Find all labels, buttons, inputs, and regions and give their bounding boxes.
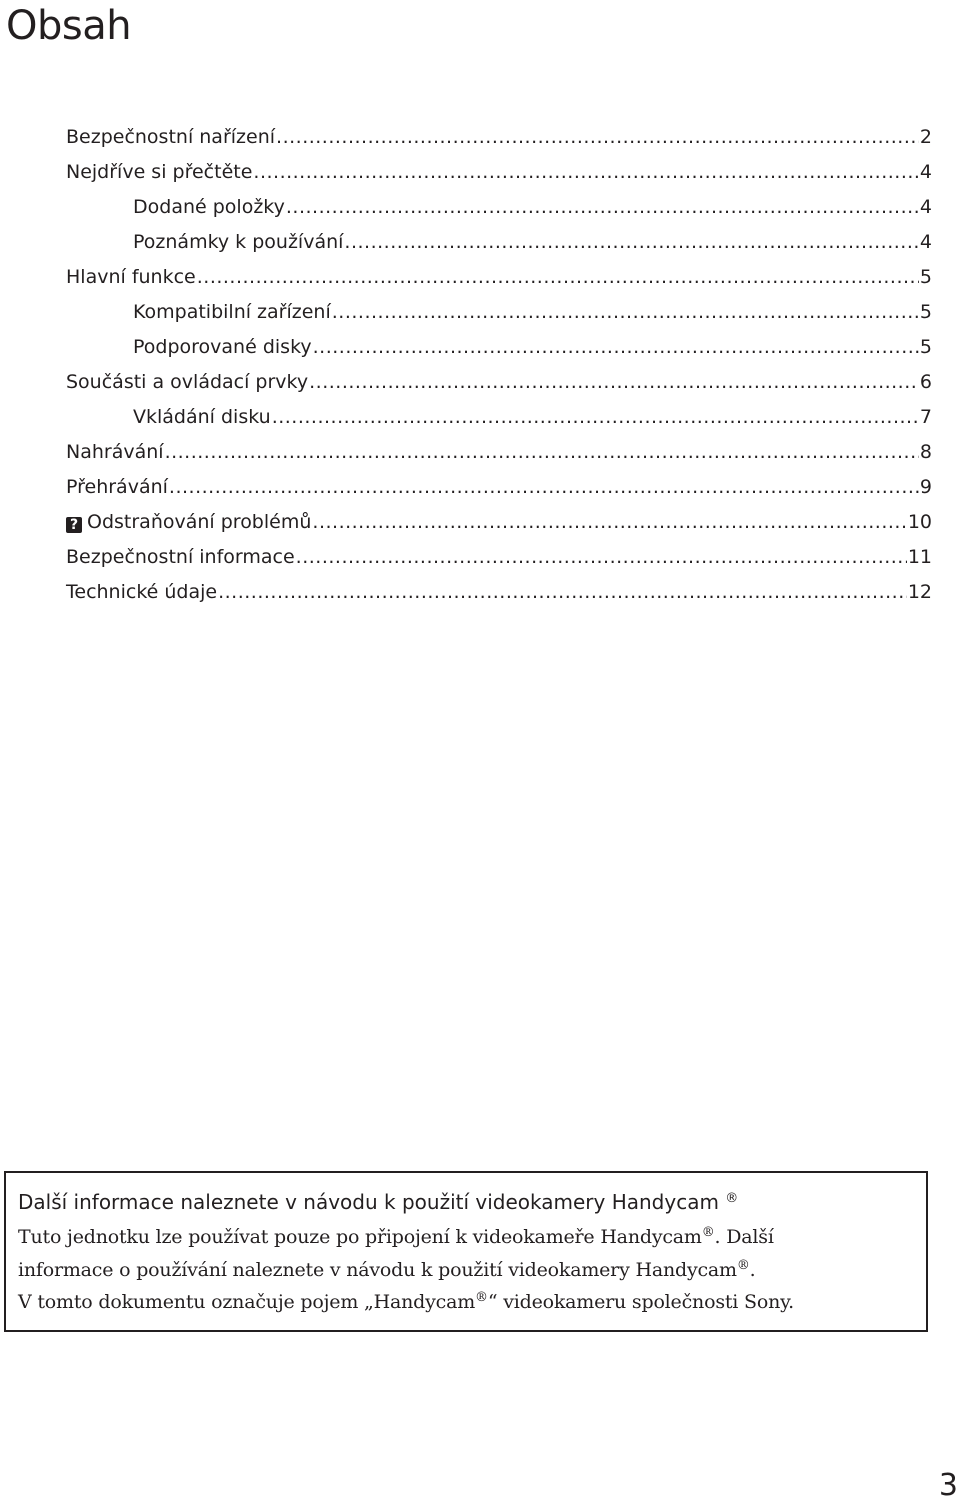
toc-entry-page: 5: [919, 301, 932, 323]
toc-entry-text: Poznámky k používání: [133, 231, 344, 253]
toc-dot-leader: [253, 155, 919, 190]
toc-entry[interactable]: [66, 435, 932, 470]
toc-entry[interactable]: [66, 190, 932, 225]
info-body: [18, 1221, 914, 1319]
toc-entry-text: Přehrávání: [66, 476, 168, 498]
toc-dot-leader: [165, 435, 919, 470]
page-number: 3: [938, 1468, 958, 1503]
toc-dot-leader: [296, 540, 907, 575]
info-line: [18, 1254, 914, 1287]
toc-dot-leader: [312, 505, 906, 540]
toc-entry-label: [66, 435, 164, 470]
table-of-contents: [66, 120, 932, 610]
toc-entry-page: 4: [919, 196, 932, 218]
toc-dot-leader: [286, 190, 919, 225]
toc-entry-page: 9: [919, 476, 932, 498]
toc-entry-text: Hlavní funkce: [66, 266, 196, 288]
toc-entry-page: 11: [907, 546, 932, 568]
toc-dot-leader: [169, 470, 919, 505]
toc-entry-label: [66, 155, 252, 190]
toc-entry-text: Odstraňování problémů: [87, 511, 312, 533]
toc-entry-label: [133, 190, 285, 225]
toc-entry-page: 4: [919, 231, 932, 253]
help-icon: ?: [66, 517, 82, 533]
toc-entry[interactable]: [66, 505, 932, 540]
toc-entry-label: [66, 365, 308, 400]
toc-entry-text: Podporované disky: [133, 336, 312, 358]
toc-entry-label: [66, 540, 295, 575]
toc-entry-text: Nejdříve si přečtěte: [66, 161, 253, 183]
info-line: [18, 1221, 914, 1254]
toc-entry-label: [66, 470, 168, 505]
toc-entry-page: 5: [919, 266, 932, 288]
toc-entry[interactable]: [66, 365, 932, 400]
toc-entry-label: [133, 330, 312, 365]
toc-dot-leader: [276, 120, 919, 155]
toc-entry-page: 7: [919, 406, 932, 428]
info-line: [18, 1286, 914, 1319]
toc-entry-label: [133, 295, 331, 330]
toc-entry[interactable]: [66, 225, 932, 260]
toc-entry-text: Vkládání disku: [133, 406, 271, 428]
toc-entry-label: [133, 225, 343, 260]
toc-entry-text: Nahrávání: [66, 441, 164, 463]
toc-entry-label: [66, 260, 196, 295]
toc-entry-text: Bezpečnostní nařízení: [66, 126, 276, 148]
toc-dot-leader: [344, 225, 918, 260]
toc-entry-page: 8: [919, 441, 932, 463]
toc-entry[interactable]: [66, 260, 932, 295]
toc-entry[interactable]: [66, 155, 932, 190]
toc-entry-page: 12: [907, 581, 932, 603]
info-heading: [18, 1187, 914, 1217]
toc-entry-text: Bezpečnostní informace: [66, 546, 295, 568]
info-text: V tomto dokumentu označuje pojem „Handycam: [18, 1291, 476, 1313]
toc-entry[interactable]: [66, 400, 932, 435]
toc-entry[interactable]: [66, 540, 932, 575]
toc-dot-leader: [309, 365, 919, 400]
page-title: Obsah: [6, 3, 132, 49]
toc-entry[interactable]: [66, 120, 932, 155]
info-box: [4, 1171, 928, 1332]
info-text: informace o používání naleznete v návodu k použití videokamery Handycam: [18, 1258, 737, 1281]
toc-entry-text: Dodané položky: [133, 196, 285, 218]
toc-entry[interactable]: [66, 330, 932, 365]
toc-entry-label: [66, 505, 311, 540]
toc-entry-page: 4: [919, 161, 932, 183]
info-text: . Další: [714, 1226, 774, 1248]
toc-entry-page: 2: [919, 126, 932, 148]
toc-dot-leader: [197, 260, 919, 295]
registered-mark: ®: [701, 1225, 715, 1240]
toc-entry-page: 10: [907, 511, 932, 533]
toc-entry-label: [66, 575, 217, 610]
toc-entry-text: Kompatibilní zařízení: [133, 301, 331, 323]
toc-entry-label: [66, 120, 275, 155]
toc-dot-leader: [332, 295, 919, 330]
registered-mark: ®: [736, 1257, 750, 1273]
toc-entry[interactable]: [66, 470, 932, 505]
toc-entry-text: Technické údaje: [66, 581, 218, 603]
toc-dot-leader: [218, 575, 907, 610]
toc-dot-leader: [313, 330, 919, 365]
toc-entry[interactable]: [66, 295, 932, 330]
registered-mark: ®: [475, 1290, 488, 1305]
toc-entry-page: 6: [919, 371, 932, 393]
info-heading-text: Další informace naleznete v návodu k použití videokamery Handycam: [18, 1190, 719, 1214]
info-text: Tuto jednotku lze používat pouze po připojení k videokameře Handycam: [18, 1226, 702, 1248]
registered-mark: ®: [725, 1191, 739, 1206]
info-text: “ videokameru společnosti Sony.: [487, 1291, 794, 1313]
toc-entry[interactable]: [66, 575, 932, 610]
toc-entry-page: 5: [919, 336, 932, 358]
info-text: .: [749, 1258, 756, 1281]
toc-entry-text: Součásti a ovládací prvky: [66, 371, 309, 393]
toc-entry-label: [133, 400, 271, 435]
toc-dot-leader: [272, 400, 919, 435]
